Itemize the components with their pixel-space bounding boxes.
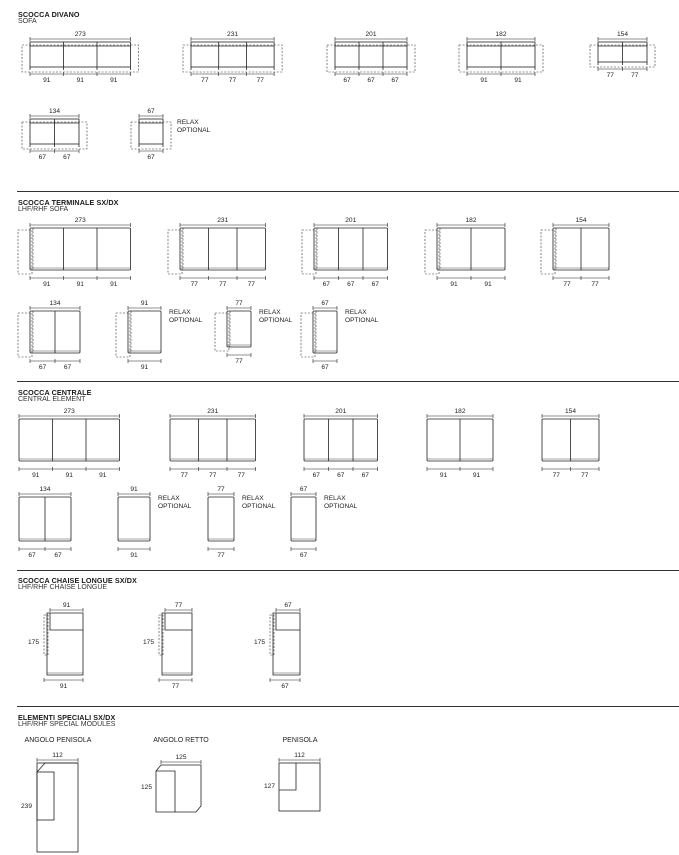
optional-outline [22, 45, 139, 72]
module-outline [314, 228, 388, 270]
module-outline [279, 763, 320, 811]
depth-label: 175 [142, 639, 154, 646]
total-width-label: 77 [217, 486, 225, 493]
backrest [37, 763, 78, 772]
relax-optional-note: RELAX [177, 119, 199, 126]
module-outline [19, 419, 120, 461]
segment-width-label: 91 [76, 77, 84, 84]
section-subtitle: CENTRAL ELEMENT [18, 396, 86, 403]
central-module [208, 486, 276, 559]
segment-width-label: 77 [228, 77, 237, 84]
terminal-module [425, 217, 505, 288]
module-outline [304, 419, 378, 461]
total-width-label: 77 [174, 602, 183, 609]
segment-width-label: 67 [281, 683, 289, 690]
total-width-label: 67 [147, 108, 155, 115]
sofa-module [183, 31, 282, 84]
sofa-module [22, 108, 87, 161]
segment-width-label: 91 [439, 472, 448, 479]
segment-width-label: 77 [631, 72, 639, 79]
depth-label: 175 [27, 639, 39, 646]
segment-width-label: 77 [201, 77, 209, 84]
section-subtitle: LHF/RHF SPECIAL MODULES [18, 721, 116, 728]
relax-optional-note: OPTIONAL [242, 503, 276, 510]
central-module [19, 486, 71, 559]
segment-width-label: 67 [147, 154, 155, 161]
segment-width-label: 91 [32, 472, 40, 479]
segment-width-label: 67 [38, 364, 47, 371]
relax-optional-note: RELAX [324, 495, 346, 502]
section-subtitle: LHF/RHF SOFA [18, 206, 69, 213]
segment-width-label: 77 [190, 281, 198, 288]
segment-width-label: 91 [59, 683, 68, 690]
segment-width-label: 91 [110, 77, 118, 84]
segment-width-label: 77 [180, 472, 188, 479]
total-width-label: 134 [48, 108, 61, 115]
backrest-cushion [276, 613, 300, 630]
chaise-longue-module [254, 602, 300, 690]
module-outline [162, 613, 192, 675]
central-module [118, 486, 192, 559]
segment-width-label: 77 [256, 77, 264, 84]
segment-width-label: 67 [391, 77, 399, 84]
total-width-label: 91 [62, 602, 71, 609]
central-module [427, 408, 493, 479]
module-outline [180, 228, 266, 270]
segment-width-label: 67 [322, 281, 330, 288]
segment-width-label: 77 [217, 552, 225, 559]
optional-outline [183, 45, 282, 72]
segment-width-label: 91 [43, 77, 51, 84]
relax-optional-note: OPTIONAL [345, 317, 379, 324]
total-width-label: 201 [345, 217, 357, 224]
depth-label: 175 [253, 639, 265, 646]
segment-width-label: 67 [371, 281, 379, 288]
segment-width-label: 67 [312, 472, 320, 479]
depth-label: 239 [20, 803, 32, 810]
optional-outline [327, 45, 415, 72]
depth-label: 127 [263, 783, 275, 790]
central-module [304, 408, 378, 479]
segment-width-label: 91 [480, 77, 488, 84]
total-width-label: 67 [299, 486, 308, 493]
segment-width-label: 67 [28, 552, 36, 559]
relax-optional-note: OPTIONAL [259, 317, 293, 324]
chaise-longue-module [28, 602, 83, 690]
segment-width-label: 67 [63, 364, 72, 371]
module-outline [156, 765, 201, 812]
terminal-module [18, 217, 131, 288]
module-name: ANGOLO PENISOLA [24, 737, 92, 744]
total-width-label: 67 [321, 300, 329, 307]
total-width-label: 77 [235, 300, 243, 307]
total-width-label: 154 [575, 217, 587, 224]
relax-optional-note: RELAX [259, 309, 281, 316]
sofa-module [131, 108, 211, 161]
segment-width-label: 91 [450, 281, 458, 288]
segment-width-label: 77 [219, 281, 227, 288]
chaise-longue-module [143, 602, 192, 690]
section-title: ELEMENTI SPECIALI SX/DX [18, 713, 116, 722]
segment-width-label: 77 [581, 472, 589, 479]
total-width-label: 154 [564, 408, 577, 415]
segment-width-label: 77 [171, 683, 180, 690]
terminal-module [541, 217, 609, 288]
section-title: SCOCCA DIVANO [18, 10, 80, 19]
total-width-label: 231 [227, 31, 239, 38]
segment-width-label: 67 [361, 472, 369, 479]
sofa-module [22, 31, 139, 84]
module-outline [313, 311, 337, 353]
central-module [291, 486, 358, 559]
segment-width-label: 91 [514, 77, 522, 84]
total-width-label: 134 [39, 486, 51, 493]
total-width-label: 134 [49, 300, 61, 307]
total-width-label: 112 [52, 752, 63, 759]
terminal-module [302, 217, 388, 288]
segment-width-label: 91 [110, 281, 118, 288]
central-module [542, 408, 599, 479]
total-width-label: 154 [616, 31, 629, 38]
section-subtitle: LHF/RHF CHAISE LONGUE [18, 584, 108, 591]
segment-width-label: 67 [38, 154, 46, 161]
segment-width-label: 67 [321, 364, 329, 371]
segment-width-label: 91 [43, 281, 51, 288]
segment-width-label: 77 [591, 281, 599, 288]
segment-width-label: 77 [237, 472, 245, 479]
relax-optional-note: RELAX [242, 495, 264, 502]
section-subtitle: SOFA [18, 18, 37, 25]
total-width-label: 125 [175, 754, 187, 761]
segment-width-label: 67 [347, 281, 355, 288]
module-outline [118, 497, 150, 541]
total-width-label: 273 [63, 408, 75, 415]
total-width-label: 231 [207, 408, 219, 415]
total-width-label: 231 [217, 217, 229, 224]
section-title: SCOCCA TERMINALE SX/DX [18, 198, 119, 207]
module-outline [128, 311, 161, 353]
module-outline [291, 497, 316, 541]
segment-width-label: 77 [235, 358, 243, 365]
sofa-module [459, 31, 543, 84]
relax-optional-note: RELAX [169, 309, 191, 316]
total-width-label: 273 [74, 217, 86, 224]
total-width-label: 91 [130, 486, 138, 493]
terminal-module [168, 217, 266, 288]
segment-width-label: 67 [367, 77, 375, 84]
segment-width-label: 91 [99, 472, 107, 479]
module-outline [30, 228, 131, 270]
total-width-label: 201 [335, 408, 347, 415]
segment-width-label: 77 [209, 472, 217, 479]
module-outline [227, 311, 251, 347]
total-width-label: 182 [495, 31, 507, 38]
segment-width-label: 77 [247, 281, 255, 288]
depth-label: 125 [140, 784, 152, 791]
terminal-module [215, 300, 293, 365]
relax-optional-note: OPTIONAL [177, 127, 211, 134]
segment-width-label: 77 [606, 72, 614, 79]
module-outline [208, 497, 234, 541]
module-outline [47, 613, 83, 675]
segment-width-label: 91 [472, 472, 481, 479]
terminal-module [18, 300, 80, 371]
central-module [19, 408, 120, 479]
seat-cushion [37, 772, 54, 820]
total-width-label: 67 [284, 602, 292, 609]
backrest-cushion [50, 613, 83, 630]
sofa-module [590, 31, 655, 79]
relax-optional-note: RELAX [158, 495, 180, 502]
module-outline [37, 763, 78, 852]
segment-width-label: 91 [76, 281, 84, 288]
total-width-label: 201 [365, 31, 377, 38]
total-width-label: 182 [454, 408, 466, 415]
seat-cushion [279, 763, 296, 790]
segment-width-label: 77 [563, 281, 571, 288]
total-width-label: 112 [294, 752, 305, 759]
corner-cushion [156, 771, 175, 812]
module-outline [273, 613, 300, 675]
segment-width-label: 67 [63, 154, 71, 161]
segment-width-label: 91 [65, 472, 73, 479]
relax-optional-note: OPTIONAL [158, 503, 192, 510]
module-outline [170, 419, 256, 461]
segment-width-label: 67 [299, 552, 308, 559]
segment-width-label: 91 [484, 281, 492, 288]
relax-optional-note: OPTIONAL [169, 317, 203, 324]
total-width-label: 91 [140, 300, 149, 307]
relax-optional-note: RELAX [345, 309, 367, 316]
special-module-angolo-penisola [21, 737, 92, 852]
backrest-cushion [165, 613, 192, 630]
module-name: ANGOLO RETTO [153, 737, 209, 744]
segment-width-label: 67 [343, 77, 351, 84]
segment-width-label: 67 [54, 552, 62, 559]
module-name: PENISOLA [282, 737, 318, 744]
total-width-label: 273 [74, 31, 86, 38]
relax-optional-note: OPTIONAL [324, 503, 358, 510]
terminal-module [301, 300, 379, 371]
central-module [170, 408, 256, 479]
special-module-angolo-retto [141, 737, 209, 812]
segment-width-label: 77 [552, 472, 560, 479]
total-width-label: 182 [465, 217, 477, 224]
segment-width-label: 91 [130, 552, 138, 559]
terminal-module [116, 300, 203, 371]
segment-width-label: 91 [140, 364, 149, 371]
section-title: SCOCCA CENTRALE [18, 388, 92, 397]
segment-width-label: 67 [337, 472, 345, 479]
optional-outline [131, 122, 171, 149]
section-title: SCOCCA CHAISE LONGUE SX/DX [18, 576, 137, 585]
special-module-penisola [264, 737, 320, 811]
sofa-module [327, 31, 415, 84]
